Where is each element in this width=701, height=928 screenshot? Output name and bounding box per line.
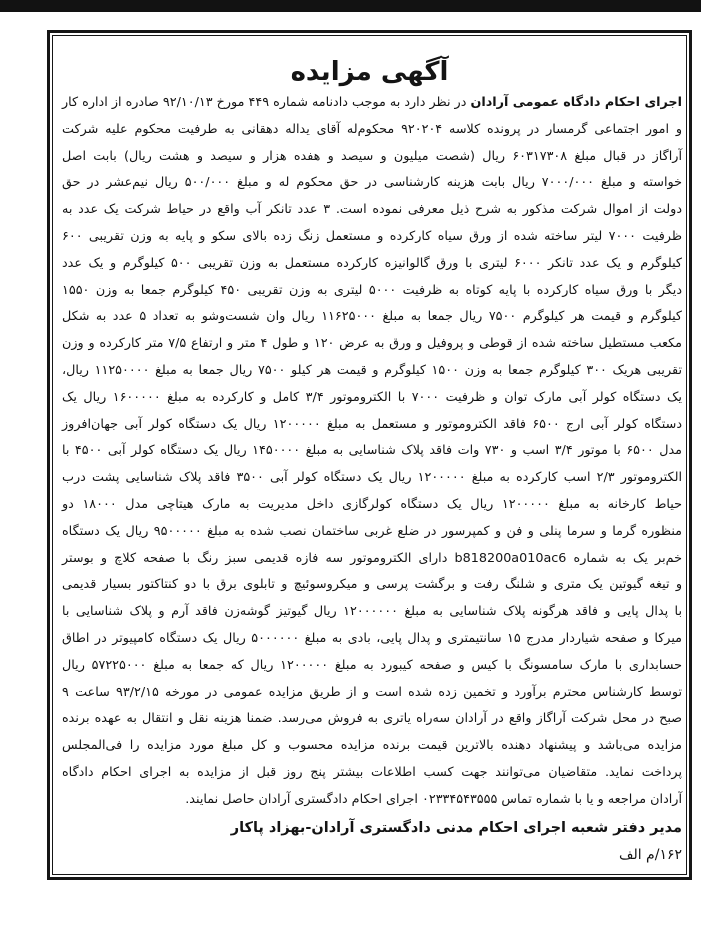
body-line: دیگر با ورق سیاه کارکرده با پایه کوتاه به ظرفیت ۵۰۰۰ لیتری به وزن تقریبی ۴۵۰ کیلوگرم جمعا به وزن ۱۵۵۰ [62, 282, 682, 298]
body-line: و تیغه گیوتین یک متری و شلنگ رفت و برگشت پرسی و میکروسوئیچ و تابلوی برق با دو کنتاکتور بسیار قدیمی [62, 577, 682, 593]
body-line: حسابداری با مارک سامسونگ با کیس و صفحه کیبورد به مبلغ ۱۲۰۰۰۰۰ ریال که جمعا به مبلغ ۵۷۲۲۵۰۰۰ ریال [62, 657, 682, 673]
body-line: صبح در محل شرکت آراگاز واقع در آرادان سه‌راه یاتری به فروش می‌رسد. ضمنا هزینه نقل و انتقال به عهده برنده [62, 711, 682, 727]
body-line: مدل ۶۵۰۰ با موتور ۳/۴ اسب و ۷۳۰ وات فاقد پلاک شناسایی به مبلغ ۱۴۵۰۰۰۰ ریال یک دستگاه کولر آبی ۴۵۰۰ با [62, 443, 682, 459]
body-line: منظوره گرما و سرما پنلی و فن و کمپرسور در ضلع غربی ساختمان نصب شده به مبلغ ۹۵۰۰۰۰۰ ریال یک دستگاه [62, 523, 682, 539]
body-line: توسط کارشناس محترم برآورد و تخمین زده شده است و از طریق مزایده عمومی در مورخه ۹۳/۲/۱۵ ساعت ۹ [62, 684, 682, 700]
body-line: پرداخت نماید. متقاضیان می‌توانند جهت کسب اطلاعات بیشتر پنج روز قبل از مزایده به اجرای احکام دادگاه [62, 764, 682, 780]
body-line: و امور اجتماعی گرمسار در پرونده کلاسه ۹۲۰۲۰۴ محکوم‌له آقای یداله دهقانی به طرفیت محکوم علیه شرکت [62, 121, 682, 137]
top-rule [0, 0, 701, 12]
body-line [62, 90, 682, 117]
body-line-last: آرادان مراجعه و یا با شماره تماس ۰۲۳۳۴۵۴۳۵۵۵ اجرای احکام دادگستری آرادان حاصل نمایند. [185, 791, 682, 807]
body-line: مکعب مستطیل ساخته شده از قوطی و پروفیل و ورق به عرض ۱۲۰ و طول ۴ متر و ارتفاع ۷/۵ متر کارکرده و وزن [62, 336, 682, 352]
body-line: تقریبی هریک ۳۰۰ کیلوگرم جمعا به وزن ۱۵۰۰ کیلوگرم و قیمت هر کیلو ۷۵۰۰ ریال جمعا به مبلغ ۱۱۲۵۰۰۰۰ ریال، [62, 362, 682, 378]
body-line: میرکا و صفحه شیاردار مدرج ۱۵ سانتیمتری و پدال پایی، بادی به مبلغ ۵۰۰۰۰۰۰ ریال یک دستگاه کامپیوتر در اطاق [62, 630, 682, 646]
body-line: دستگاه کولر آبی ارج ۶۵۰۰ فاقد الکتروموتور و مستعمل به مبلغ ۱۲۰۰۰۰۰ ریال یک دستگاه کولر آبی جهان‌افروز [62, 416, 683, 432]
body-line: حیاط کارخانه به مبلغ ۱۲۰۰۰۰۰ ریال یک دستگاه کولرگازی داخل مدیریت به مارک هیتاچی مدل ۱۸۰۰۰ دو [62, 496, 682, 512]
body-line: دولت از اموال شرکت مذکور به شرح ذیل معرفی نموده است. ۳ عدد تانکر آب واقع در حیاط شرکت یک عدد به [62, 202, 683, 218]
body-line: خواسته و مبلغ ۷۰۰۰/۰۰۰ ریال بابت هزینه کارشناسی در حق محکوم له و مبلغ ۵۰۰/۰۰۰ ریال نیم‌عشر در حق [62, 175, 682, 191]
notice-frame [47, 30, 692, 880]
body-line: الکتروموتور ۲/۳ اسب کارکرده به مبلغ ۱۲۰۰۰۰۰ ریال یک دستگاه کولر آبی ۳۵۰۰ فاقد پلاک شناسایی پشت درب [62, 470, 682, 486]
body-line: با پدال پایی و فاقد هرگونه پلاک شناسایی به مبلغ ۱۲۰۰۰۰۰۰ ریال گیوتیز گوشه‌زن فاقد آرم و پلاک شناسایی با [62, 604, 682, 620]
body-line: کیلوگرم و یک عدد تانکر ۶۰۰۰ لیتری با ورق گالوانیزه کارکرده مستعمل به وزن تقریبی ۵۰۰ کیلوگرم و یک عدد [62, 255, 683, 271]
notice-body [62, 90, 682, 814]
body-line: یک دستگاه کولر آبی مارک توان و ظرفیت ۷۰۰۰ با الکتروموتور ۳/۴ کامل و کارکرده به مبلغ ۱۶۰۰۰۰۰ ریال یک [62, 389, 682, 405]
body-line: خم‌بر یک به شماره b818200a010ac6 دارای الکتروموتور سه فازه قدیمی سبز رنگ با صفحه کلاچ و بوستر [62, 550, 682, 566]
body-line: مزایده می‌باشد و پیشنهاد دهنده بالاترین قیمت برنده مزایده محسوب و کل مبلغ مورد مزایده را فی‌المجلس [62, 738, 682, 754]
notice-title: آگهی مزایده [290, 57, 449, 87]
notice-lead: اجرای احکام دادگاه عمومی آرادان [470, 95, 682, 110]
body-line: آراگاز در قبال مبلغ ۶۰۳۱۷۳۰۸ ریال (شصت میلیون و سیصد و هفده هزار و سیصد و هشت ریال) بابت اصل [62, 148, 682, 164]
body-line-text: در نظر دارد به موجب دادنامه شماره ۴۴۹ مورخ ۹۲/۱۰/۱۳ صادره از اداره کار [62, 95, 467, 110]
body-line: ظرفیت ۷۰۰۰ لیتر ساخته شده از ورق سیاه کارکرده و مستعمل زنگ زده بالای سکو و پایه به وزن تقریبی ۶۰۰ [62, 228, 682, 244]
body-line: کیلوگرم و قیمت هر کیلوگرم ۷۵۰۰ ریال جمعا به مبلغ ۱۱۶۲۵۰۰۰ ریال وان شست‌وشو به تعداد ۵ عدد به شکل [62, 309, 683, 325]
signature: مدیر دفتر شعبه اجرای احکام مدنی دادگستری آرادان-بهزاد پاکار [230, 820, 682, 836]
reference-code: ۱۶۲/م الف [618, 847, 682, 863]
